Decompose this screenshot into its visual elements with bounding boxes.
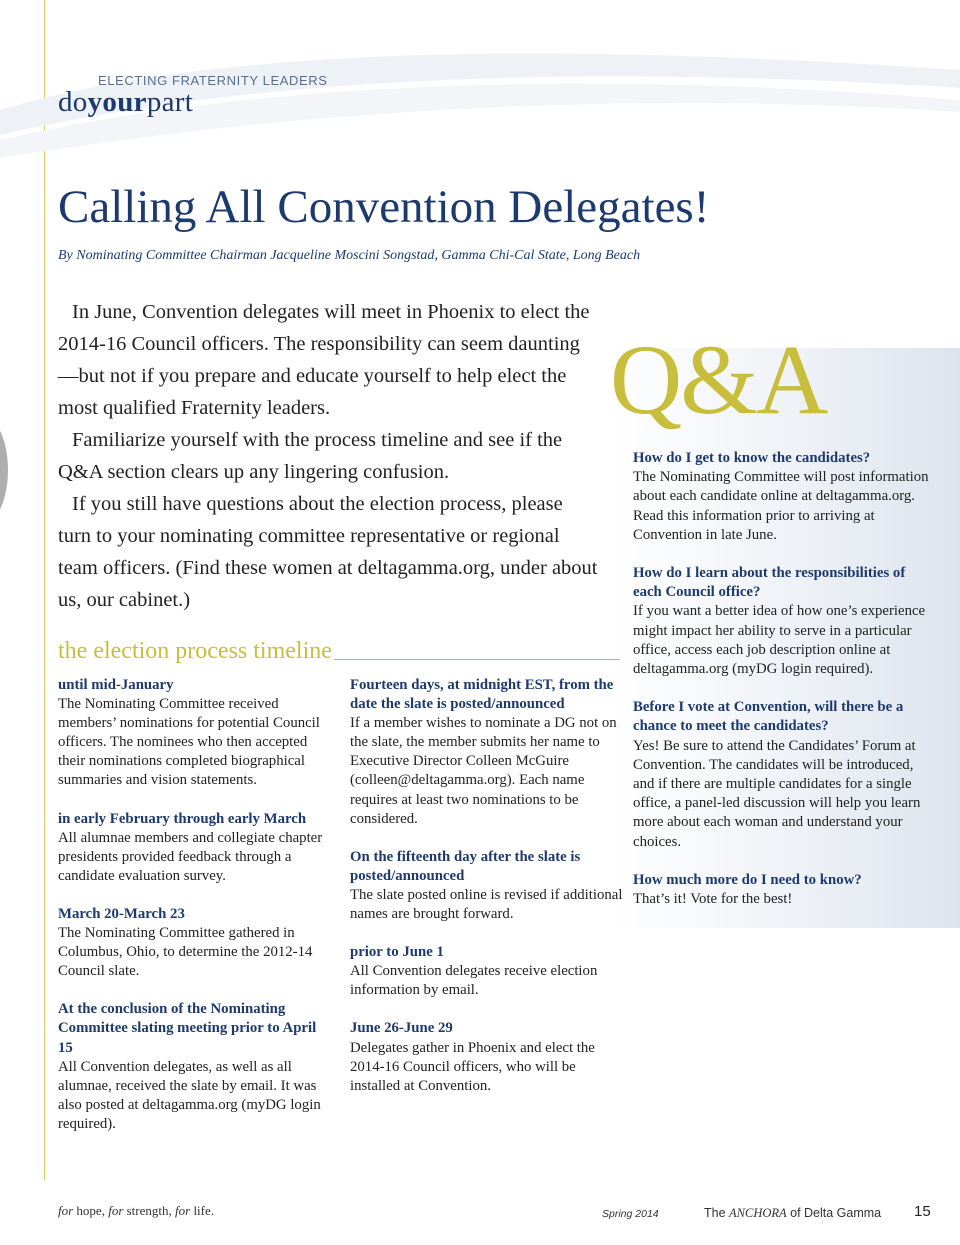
mag-title: ANCHORA — [729, 1206, 787, 1220]
timeline-date: June 26-June 29 — [350, 1020, 453, 1037]
footer-magazine-name — [704, 1206, 881, 1221]
timeline-date: Fourteen days, at midnight EST, from the date the slate is posted/announced — [350, 677, 614, 713]
timeline-item — [58, 905, 333, 981]
timeline-date: in early February through early March — [58, 810, 307, 827]
qa-answer: The Nominating Committee will post information about each candidate online at deltagamma.org. Read this information prior to arriving at Convention in late June. — [633, 469, 929, 543]
timeline-column-left — [58, 676, 333, 1153]
page-edge-graphic — [0, 410, 10, 530]
timeline-rule — [320, 659, 620, 660]
timeline-item — [350, 676, 625, 829]
timeline-text: All alumnae members and collegiate chapter presidents provided feedback through a candidate evaluation survey. — [58, 829, 323, 884]
qa-item — [633, 698, 933, 852]
qa-item — [633, 564, 933, 679]
tagline-for: for — [58, 1203, 74, 1218]
timeline-date: March 20-March 23 — [58, 905, 185, 922]
timeline-text: The Nominating Committee gathered in Columbus, Ohio, to determine the 2012-14 Council slate. — [58, 925, 313, 980]
timeline-item — [350, 848, 625, 924]
intro-paragraph: In June, Convention delegates will meet in Phoenix to elect the 2014-16 Council officers. The responsibility can seem daunting—but not if you prepare and educate yourself to help elect the most qualified Fraternity leaders. — [58, 301, 590, 419]
timeline-text: The slate posted online is revised if additional names are brought forward. — [350, 886, 623, 923]
qa-question: How much more do I need to know? — [633, 871, 862, 888]
article-byline: By Nominating Committee Chairman Jacqueline Moscini Songstad, Gamma Chi-Cal State, Long Beach — [58, 248, 641, 263]
timeline-text: The Nominating Committee received members’ nominations for potential Council officers. The nominees who then accepted their nominations completed biographical summaries and vision statements. — [58, 696, 320, 789]
timeline-text: Delegates gather in Phoenix and elect the 2014-16 Council officers, who will be installed at Convention. — [350, 1039, 595, 1094]
footer-issue: Spring 2014 — [602, 1208, 659, 1220]
tagline-for: for — [108, 1203, 124, 1218]
footer-tagline — [58, 1203, 214, 1219]
timeline-column-right — [350, 676, 625, 1115]
qa-answer: Yes! Be sure to attend the Candidates’ Forum at Convention. The candidates will be introduced, and if there are multiple candidates for a single office, a panel-led discussion will help you learn more about each woman and understand your choices. — [633, 737, 921, 850]
timeline-item — [58, 676, 333, 791]
timeline-text: All Convention delegates, as well as all alumnae, received the slate by email. It was also posted at deltagamma.org (myDG login required). — [58, 1058, 321, 1132]
tagline-for: for — [175, 1203, 191, 1218]
mag-the: The — [704, 1206, 730, 1220]
page-number: 15 — [914, 1203, 931, 1220]
qa-answer: That’s it! Vote for the best! — [633, 891, 793, 908]
timeline-item — [58, 1000, 333, 1134]
timeline-item — [350, 943, 625, 1000]
qa-item — [633, 871, 933, 909]
article-intro — [58, 296, 598, 616]
tagline-word: life. — [190, 1203, 215, 1218]
qa-question: How do I learn about the responsibilities of each Council office? — [633, 565, 906, 601]
margin-rule — [44, 0, 45, 1180]
intro-paragraph: If you still have questions about the election process, please turn to your nominating committee representative or regional team officers. (Find these women at deltagamma.org, under about us, our cabinet.) — [58, 493, 598, 611]
qa-item — [633, 449, 933, 545]
timeline-item — [58, 810, 333, 886]
timeline-date: At the conclusion of the Nominating Committee slating meeting prior to April 15 — [58, 1001, 317, 1056]
timeline-date: prior to June 1 — [350, 944, 444, 961]
mag-rest: of Delta Gamma — [786, 1206, 882, 1220]
section-kicker: ELECTING FRATERNITY LEADERS — [98, 73, 328, 88]
qa-list — [633, 449, 933, 928]
timeline-date: until mid-January — [58, 677, 174, 693]
section-title-part: part — [146, 86, 194, 118]
tagline-word: hope, — [73, 1203, 109, 1218]
qa-answer: If you want a better idea of how one’s experience might impact her ability to serve in a particular office, access each job description online at deltagamma.org (myDG login required). — [633, 603, 926, 678]
qa-question: How do I get to know the candidates? — [633, 450, 871, 466]
section-title — [58, 86, 193, 119]
intro-paragraph: Familiarize yourself with the process timeline and see if the Q&A section clears up any lingering confusion. — [58, 429, 563, 483]
qa-title: Q&A — [610, 324, 827, 435]
article-title: Calling All Convention Delegates! — [58, 181, 710, 233]
tagline-word: strength, — [123, 1203, 176, 1218]
qa-question: Before I vote at Convention, will there be a chance to meet the candidates? — [633, 699, 904, 735]
timeline-date: On the fifteenth day after the slate is posted/announced — [350, 848, 581, 884]
section-title-do: do — [58, 86, 88, 118]
timeline-item — [350, 1019, 625, 1095]
section-title-your: your — [87, 86, 147, 118]
timeline-text: All Convention delegates receive election information by email. — [350, 963, 598, 999]
timeline-title: the election process timeline — [58, 638, 332, 664]
timeline-text: If a member wishes to nominate a DG not on the slate, the member submits her name to Executive Director Colleen McGuire (colleen@deltagamma.org). Each name requires at least two nominations to be considered. — [350, 715, 617, 827]
